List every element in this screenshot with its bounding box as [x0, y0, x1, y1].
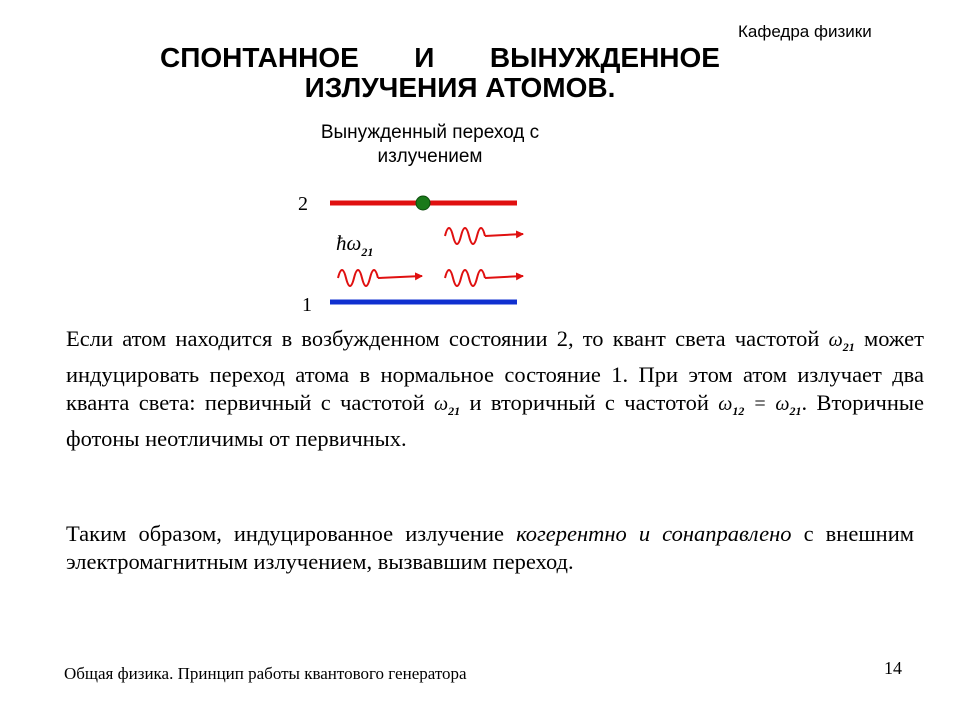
photon-energy-label: $ħ\omega_{21}$	[336, 231, 374, 259]
department-label: Кафедра физики	[738, 22, 872, 41]
photon-wave-incident	[338, 270, 422, 286]
page-number: 14	[884, 658, 902, 678]
omega-equation: $\omega_{12} = \omega_{21}$	[718, 393, 802, 418]
title-word-3: ВЫНУЖДЕННОЕ	[489, 42, 720, 73]
photon-wave-primary	[445, 270, 523, 286]
level-2-label: 2	[298, 193, 308, 215]
paragraph-conclusion: Таким образом, индуцированное излучение когерентно и сонаправлено с внешним электромагнитным излучением, вызвавшим переход.	[66, 521, 914, 574]
title-word-2: И	[414, 42, 435, 73]
paragraph-stimulated-transition: Если атом находится в возбужденном состоянии 2, то квант света частотой $\omega_{21}$ может индуцировать переход атома в нормальное состояние 1. При этом атом излучает два кванта света: первичный с частотой $\omega_{21}$ и вторичный с частотой $\omega_{12} = \omega_{21}$. Вторичные фотоны неотличимы от первичных.	[66, 326, 924, 451]
page-title-line1	[160, 42, 720, 74]
diagram-caption: Вынужденный переход с излучением	[320, 122, 540, 167]
title-word-1: СПОНТАННОЕ	[160, 42, 359, 73]
footer-text: Общая физика. Принцип работы квантового генератора	[64, 664, 467, 683]
omega-21-symbol: $\omega_{21}$	[434, 393, 461, 418]
photon-wave-secondary	[445, 228, 523, 244]
omega-21-symbol: $\omega_{21}$	[828, 329, 855, 354]
level-1-label: 1	[302, 294, 312, 316]
diagram-svg	[280, 180, 560, 320]
atom-dot	[416, 196, 430, 210]
page-title-line2: ИЗЛУЧЕНИЯ АТОМОВ.	[304, 72, 616, 103]
energy-level-diagram	[280, 180, 560, 320]
